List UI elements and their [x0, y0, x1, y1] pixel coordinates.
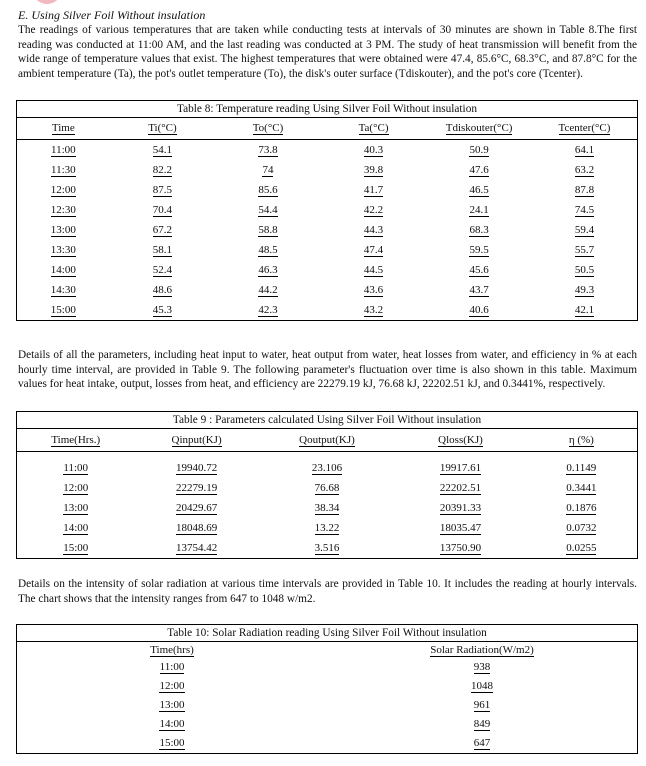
- table-cell-value: 48.5: [258, 243, 278, 256]
- table-cell: [327, 658, 638, 677]
- table-cell: [110, 240, 216, 260]
- column-header: [215, 118, 321, 140]
- table-cell: [17, 140, 110, 161]
- table-cell-value: 58.1: [152, 243, 173, 256]
- table-cell-value: 15:00: [50, 303, 76, 316]
- column-header: [17, 642, 328, 659]
- table-cell: [526, 498, 638, 518]
- table-cell-value: 0.0255: [566, 541, 597, 554]
- table-cell: [17, 658, 328, 677]
- table-cell-value: 42.2: [363, 203, 384, 216]
- table-row: [17, 478, 638, 498]
- table-cell-value: 24.1: [469, 203, 489, 216]
- table-cell-value: 42.3: [258, 303, 278, 316]
- table-cell-value: 13:00: [63, 501, 89, 514]
- paragraph-solar-radiation: Details on the intensity of solar radiation at various time intervals are provided in Table 10. It includes the reading at hourly intervals. The chart shows that the intensity ranges from 647 to 1048 w/m2.: [18, 578, 637, 605]
- table-cell: [532, 220, 638, 240]
- table-row: [17, 715, 638, 734]
- table-cell-value: 14:00: [63, 521, 89, 534]
- table-cell: [17, 734, 328, 754]
- table-cell: [215, 300, 321, 321]
- table-cell: [327, 734, 638, 754]
- column-header-label: Qloss(KJ): [438, 433, 483, 446]
- table-cell: [134, 518, 258, 538]
- column-header: [526, 429, 638, 452]
- table-cell-value: 14:00: [159, 718, 185, 730]
- table-cell: [110, 140, 216, 161]
- table-cell-value: 67.2: [152, 223, 173, 236]
- table-cell-value: 41.7: [363, 183, 384, 196]
- table-cell: [259, 518, 396, 538]
- column-header-label: η (%): [568, 433, 594, 446]
- table-cell-value: 11:00: [63, 461, 89, 474]
- table-cell: [17, 240, 110, 260]
- table-cell: [17, 220, 110, 240]
- column-header: [17, 118, 110, 140]
- table-cell-value: 63.2: [574, 163, 595, 176]
- table-cell-value: 59.4: [574, 223, 595, 236]
- table-cell-value: 76.68: [314, 481, 340, 494]
- table-cell-value: 23.106: [311, 461, 343, 474]
- table-cell-value: 15:00: [63, 541, 89, 554]
- table-cell-value: 22279.19: [175, 481, 218, 494]
- table-8-header-row: [17, 118, 638, 140]
- table-cell-value: 13750.90: [439, 541, 482, 554]
- table-cell: [327, 677, 638, 696]
- table-cell-value: 12:00: [63, 481, 89, 494]
- table-cell-value: 46.5: [469, 183, 489, 196]
- table-cell: [17, 260, 110, 280]
- table-cell-value: 13:00: [50, 223, 76, 236]
- table-cell: [327, 715, 638, 734]
- table-9-parameters: [16, 411, 638, 559]
- table-cell-value: 40.3: [363, 143, 384, 156]
- table-cell-value: 13.22: [314, 521, 340, 534]
- table-cell-value: 42.1: [574, 303, 595, 316]
- table-cell-value: 40.6: [469, 303, 489, 316]
- table-cell: [526, 458, 638, 478]
- table-cell: [110, 300, 216, 321]
- table-cell-value: 59.5: [469, 243, 489, 256]
- table-cell-value: 849: [473, 718, 491, 730]
- table-cell-value: 20391.33: [439, 501, 482, 514]
- table-cell-value: 87.5: [152, 183, 173, 196]
- table-cell: [426, 240, 532, 260]
- table-cell-value: 64.1: [574, 143, 595, 156]
- table-9-caption: Table 9 : Parameters calculated Using Silver Foil Without insulation: [17, 412, 638, 429]
- table-cell: [259, 478, 396, 498]
- table-cell-value: 11:00: [159, 661, 185, 673]
- table-cell-value: 85.6: [258, 183, 278, 196]
- table-row: [17, 677, 638, 696]
- table-cell: [321, 160, 427, 180]
- table-row: [17, 696, 638, 715]
- table-cell-value: 12:00: [159, 680, 185, 692]
- table-cell: [17, 280, 110, 300]
- table-cell-value: 68.3: [469, 223, 489, 236]
- table-cell: [395, 478, 525, 498]
- column-header-label: Ti(°C): [148, 122, 177, 134]
- table-cell: [17, 538, 135, 559]
- table-cell-value: 11:00: [50, 143, 76, 156]
- table-row: [17, 200, 638, 220]
- column-header-label: Ta(°C): [358, 122, 389, 134]
- table-cell-value: 13:30: [50, 243, 76, 256]
- table-cell-value: 12:00: [50, 183, 76, 196]
- table-cell: [532, 200, 638, 220]
- table-cell: [426, 280, 532, 300]
- column-header-label: To(°C): [252, 122, 284, 134]
- column-header: [321, 118, 427, 140]
- table-cell: [215, 160, 321, 180]
- table-cell: [426, 220, 532, 240]
- table-cell-value: 13754.42: [175, 541, 218, 554]
- table-cell: [17, 458, 135, 478]
- table-cell: [321, 240, 427, 260]
- table-cell-value: 45.6: [469, 263, 489, 276]
- table-cell: [134, 478, 258, 498]
- column-header-label: Time(Hrs.): [51, 433, 101, 446]
- paragraph-temperature-intro: The readings of various temperatures that are taken while conducting tests at intervals of 30 minutes are shown in Table 8.The first reading was conducted at 11:00 AM, and the last reading was conducted at 3 PM. The study of heat transmission will benefit from the wide range of temperature values that exist. The highest temperatures that were obtained were 47.4, 85.6°C, 68.3°C, and 87.8°C for the ambient temperature (Ta), the pot's outlet temperature (To), the disk's outer surface (Tdiskouter), and the pot's core (Tcenter).: [18, 24, 637, 80]
- column-header: [395, 429, 525, 452]
- table-cell: [17, 715, 328, 734]
- table-cell-value: 46.3: [258, 263, 278, 276]
- table-cell-value: 15:00: [159, 737, 185, 749]
- table-cell-value: 70.4: [152, 203, 173, 216]
- table-cell-value: 44.5: [363, 263, 384, 276]
- table-cell: [17, 180, 110, 200]
- table-cell: [426, 260, 532, 280]
- table-cell: [327, 696, 638, 715]
- table-row: [17, 240, 638, 260]
- column-header: [327, 642, 638, 659]
- table-cell: [215, 180, 321, 200]
- table-cell-value: 45.3: [152, 303, 173, 316]
- table-cell: [215, 280, 321, 300]
- table-cell-value: 50.9: [469, 143, 489, 156]
- column-header: [532, 118, 638, 140]
- table-8-temperature: [16, 100, 638, 321]
- table-cell: [526, 518, 638, 538]
- table-cell-value: 38.34: [314, 501, 340, 514]
- table-cell-value: 74: [262, 163, 274, 176]
- column-header: [426, 118, 532, 140]
- table-cell-value: 1048: [471, 680, 493, 692]
- table-cell-value: 0.0732: [566, 521, 597, 534]
- table-cell: [110, 220, 216, 240]
- table-cell: [110, 280, 216, 300]
- table-cell: [134, 458, 258, 478]
- table-cell: [532, 240, 638, 260]
- table-cell-value: 73.8: [258, 143, 278, 156]
- table-cell-value: 47.6: [469, 163, 489, 176]
- table-cell: [321, 220, 427, 240]
- table-cell-value: 20429.67: [175, 501, 218, 514]
- table-cell-value: 47.4: [363, 243, 384, 256]
- table-cell: [110, 160, 216, 180]
- table-cell-value: 54.4: [258, 203, 278, 216]
- table-cell-value: 14:00: [50, 263, 76, 276]
- table-cell: [321, 180, 427, 200]
- table-row: [17, 538, 638, 559]
- table-cell: [17, 160, 110, 180]
- column-header-label: Time: [51, 122, 75, 134]
- table-cell: [17, 300, 110, 321]
- table-cell-value: 82.2: [152, 163, 173, 176]
- section-heading: E. Using Silver Foil Without insulation: [18, 8, 206, 22]
- table-cell-value: 22202.51: [439, 481, 482, 494]
- table-cell-value: 48.6: [152, 283, 173, 296]
- table-cell: [17, 478, 135, 498]
- table-cell-value: 43.7: [469, 283, 489, 296]
- table-cell-value: 0.3441: [566, 481, 597, 494]
- column-header-label: Qoutput(KJ): [299, 433, 355, 446]
- table-cell-value: 50.5: [574, 263, 595, 276]
- table-cell-value: 938: [473, 661, 491, 673]
- table-10-caption: Table 10: Solar Radiation reading Using Silver Foil Without insulation: [17, 625, 638, 642]
- table-cell: [110, 200, 216, 220]
- table-cell-value: 14:30: [50, 283, 76, 296]
- table-cell: [259, 498, 396, 518]
- table-cell: [426, 180, 532, 200]
- table-cell: [110, 260, 216, 280]
- table-cell: [395, 518, 525, 538]
- table-row: [17, 498, 638, 518]
- table-cell-value: 12:30: [50, 203, 76, 216]
- table-cell: [215, 220, 321, 240]
- table-cell: [215, 200, 321, 220]
- table-cell: [17, 200, 110, 220]
- table-cell: [321, 260, 427, 280]
- table-row: [17, 300, 638, 321]
- table-cell: [17, 696, 328, 715]
- table-cell-value: 19917.61: [439, 461, 482, 474]
- table-cell-value: 54.1: [152, 143, 173, 156]
- table-cell-value: 961: [473, 699, 491, 711]
- table-cell-value: 87.8: [574, 183, 595, 196]
- table-row: [17, 180, 638, 200]
- table-cell: [532, 260, 638, 280]
- table-cell-value: 19940.72: [175, 461, 218, 474]
- table-cell: [17, 498, 135, 518]
- table-row: [17, 140, 638, 161]
- table-cell: [532, 160, 638, 180]
- column-header-label: Tdiskouter(°C): [445, 122, 513, 134]
- table-row: [17, 160, 638, 180]
- table-cell-value: 49.3: [574, 283, 595, 296]
- table-cell: [215, 140, 321, 161]
- table-cell: [259, 538, 396, 559]
- table-row: [17, 260, 638, 280]
- table-cell: [110, 180, 216, 200]
- table-cell-value: 13:00: [159, 699, 185, 711]
- column-header: [259, 429, 396, 452]
- table-cell-value: 52.4: [152, 263, 173, 276]
- table-cell: [215, 240, 321, 260]
- table-cell-value: 44.3: [363, 223, 384, 236]
- table-cell: [259, 458, 396, 478]
- table-cell-value: 647: [473, 737, 491, 749]
- table-row: [17, 658, 638, 677]
- table-cell: [134, 498, 258, 518]
- column-header-label: Qinput(KJ): [171, 433, 222, 446]
- table-cell: [532, 140, 638, 161]
- table-cell: [532, 300, 638, 321]
- table-cell: [395, 458, 525, 478]
- column-header: [17, 429, 135, 452]
- table-cell-value: 44.2: [258, 283, 278, 296]
- table-cell: [395, 538, 525, 559]
- table-cell: [321, 300, 427, 321]
- paragraph-parameters: Details of all the parameters, including heat input to water, heat output from water, heat losses from water, and efficiency in % at each hourly time interval, are provided in Table 9. The following parameter's fluctuation over time is also shown in this table. Maximum values for heat intake, output, losses from heat, and efficiency are 22279.19 kJ, 76.68 kJ, 22202.51 kJ, and 0.3441%, respectively.: [18, 349, 637, 390]
- logo-mark: [32, 0, 62, 4]
- table-cell: [17, 518, 135, 538]
- column-header-label: Tcenter(°C): [558, 122, 611, 134]
- table-cell: [395, 498, 525, 518]
- table-cell: [321, 140, 427, 161]
- table-cell-value: 0.1149: [566, 461, 597, 474]
- table-cell: [321, 200, 427, 220]
- table-cell: [526, 478, 638, 498]
- table-8-caption: Table 8: Temperature reading Using Silver Foil Without insulation: [17, 101, 638, 118]
- table-row: [17, 280, 638, 300]
- table-row: [17, 220, 638, 240]
- table-row: [17, 734, 638, 754]
- table-cell-value: 43.2: [363, 303, 384, 316]
- column-header-label: Solar Radiation(W/m2): [430, 643, 534, 656]
- table-cell-value: 11:30: [50, 163, 76, 176]
- table-10-header-row: [17, 642, 638, 659]
- table-cell: [215, 260, 321, 280]
- table-cell-value: 18035.47: [439, 521, 482, 534]
- table-row: [17, 518, 638, 538]
- table-cell-value: 58.8: [258, 223, 278, 236]
- table-cell: [17, 677, 328, 696]
- table-cell: [426, 200, 532, 220]
- table-cell: [526, 538, 638, 559]
- table-cell: [426, 140, 532, 161]
- table-cell-value: 74.5: [574, 203, 595, 216]
- table-cell-value: 43.6: [363, 283, 384, 296]
- table-cell: [321, 280, 427, 300]
- table-cell: [426, 300, 532, 321]
- table-cell: [134, 538, 258, 559]
- table-row: [17, 458, 638, 478]
- table-cell-value: 55.7: [574, 243, 595, 256]
- table-cell-value: 18048.69: [175, 521, 218, 534]
- table-9-header-row: [17, 429, 638, 452]
- column-header: [110, 118, 216, 140]
- table-cell: [426, 160, 532, 180]
- table-cell-value: 39.8: [363, 163, 384, 176]
- column-header: [134, 429, 258, 452]
- table-10-solar-radiation: [16, 624, 638, 754]
- table-cell: [532, 280, 638, 300]
- table-cell-value: 3.516: [314, 541, 340, 554]
- table-cell: [532, 180, 638, 200]
- column-header-label: Time(hrs): [150, 643, 194, 656]
- table-cell-value: 0.1876: [566, 501, 597, 514]
